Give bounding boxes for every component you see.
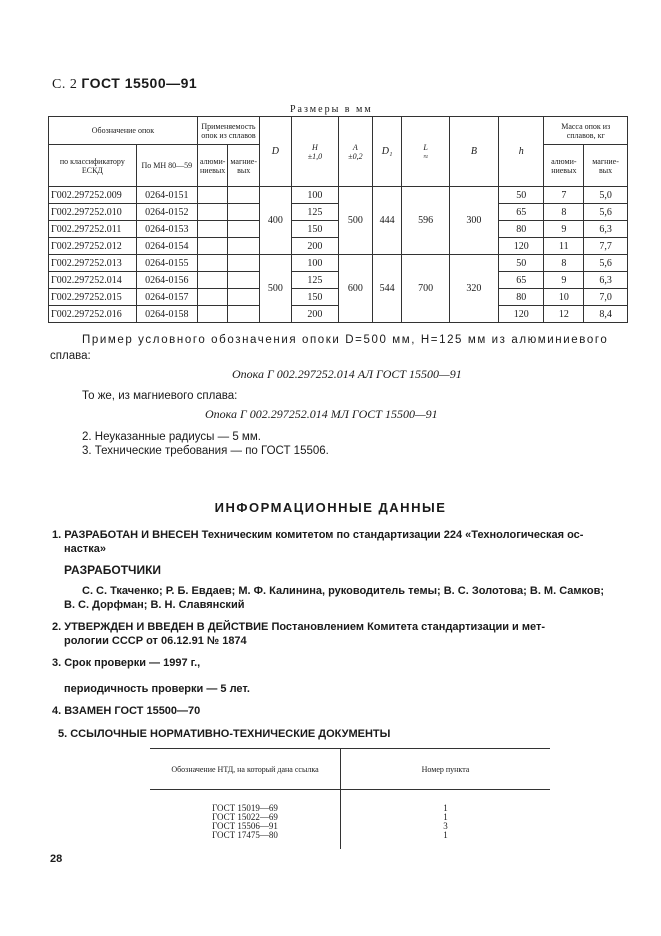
col-header-B: B [449,117,498,187]
info-section-2-line1: 2. УТВЕРЖДЕН И ВВЕДЕН В ДЕЙСТВИЕ Постановлением Комитета стандартизации и мет- [52,621,546,633]
cell-mass-mg: 8,4 [584,306,628,323]
cell-al [197,306,228,323]
cell-esk: Г002.297252.009 [49,187,137,204]
table-caption: Размеры в мм [290,104,373,115]
ref-cell-item: 1 [443,802,448,813]
ref-row [150,804,550,813]
developers-title: РАЗРАБОТЧИКИ [64,563,162,577]
ref-cell-doc: ГОСТ 15022—69 [150,813,341,822]
example-line-2: сплава: [50,350,91,362]
col-header-mn: По МН 80—59 [136,145,197,187]
table-row [49,221,628,238]
reference-table [150,748,550,849]
cell-L: 596 [402,187,449,255]
cell-mn: 0264-0156 [136,272,197,289]
cell-esk: Г002.297252.010 [49,204,137,221]
ref-cell-doc: ГОСТ 17475—80 [150,831,341,840]
info-section-3: 3. Срок проверки — 1997 г., [52,657,201,669]
col-header-mass-al: алюми-ниевых [544,145,584,187]
cell-mass-al: 12 [544,306,584,323]
cell-mg [228,187,260,204]
ref-row [150,831,550,840]
cell-H: 200 [291,306,338,323]
cell-mg [228,221,260,238]
ref-row [150,813,550,822]
cell-h: 80 [499,221,544,238]
col-header-mass: Масса опок из сплавов, кг [544,117,628,145]
col-header-L: L ≈ [402,117,449,187]
table-row [49,204,628,221]
col-header-esk: по классификатору ЕСКД [49,145,137,187]
cell-A: 500 [339,187,373,255]
info-section-2-line2: рологии СССР от 06.12.91 № 1874 [64,635,247,647]
table-row [49,255,628,272]
info-section-1-line2: настка» [64,543,107,555]
page-number-label: С. 2 [52,77,78,92]
cell-D1: 544 [372,255,402,323]
example-line-1: Пример условного обозначения опоки D=500 мм, H=125 мм из алюминиевого [82,334,609,346]
ref-spacer [341,840,551,849]
col-header-mg: магние-вых [228,145,260,187]
cell-mass-al: 8 [544,204,584,221]
ref-cell-item: 3 [443,820,448,831]
cell-H: 125 [291,272,338,289]
cell-mass-al: 11 [544,238,584,255]
cell-mass-al: 8 [544,255,584,272]
cell-mg [228,272,260,289]
table-row [49,238,628,255]
cell-al [197,289,228,306]
cell-H: 150 [291,289,338,306]
cell-mass-al: 9 [544,272,584,289]
page-number: 28 [50,853,63,865]
cell-mass-mg: 5,6 [584,204,628,221]
cell-al [197,187,228,204]
ref-cell-doc: ГОСТ 15019—69 [150,804,341,813]
cell-A: 600 [339,255,373,323]
cell-L: 700 [402,255,449,323]
cell-mass-mg: 7,0 [584,289,628,306]
col-header-H: H ±1,0 [291,117,338,187]
standard-code: ГОСТ 15500—91 [81,75,198,91]
cell-esk: Г002.297252.016 [49,306,137,323]
cell-mn: 0264-0155 [136,255,197,272]
cell-al [197,238,228,255]
ref-cell-doc: ГОСТ 15506—91 [150,822,341,831]
cell-D: 500 [260,255,292,323]
info-section-5: 5. ССЫЛОЧНЫЕ НОРМАТИВНО-ТЕХНИЧЕСКИЕ ДОКУМЕНТЫ [58,728,391,740]
example-code-mg: Опока Г 002.297252.014 МЛ ГОСТ 15500—91 [205,407,438,421]
col-header-mass-mg: магние-вых [584,145,628,187]
cell-h: 50 [499,187,544,204]
ref-row [150,822,550,831]
cell-H: 100 [291,255,338,272]
cell-mass-mg: 6,3 [584,272,628,289]
table-row [49,272,628,289]
cell-mass-mg: 5,0 [584,187,628,204]
cell-mg [228,306,260,323]
col-header-al: алюми-ниевых [197,145,228,187]
col-header-D: D [260,117,292,187]
ref-header-doc: Обозначение НТД, на который дана ссылка [150,749,341,790]
cell-al [197,272,228,289]
cell-h: 120 [499,238,544,255]
cell-mass-mg: 6,3 [584,221,628,238]
cell-mg [228,289,260,306]
cell-esk: Г002.297252.012 [49,238,137,255]
note-3: 3. Технические требования — по ГОСТ 15506. [82,445,329,457]
cell-esk: Г002.297252.013 [49,255,137,272]
cell-al [197,221,228,238]
cell-mass-al: 9 [544,221,584,238]
cell-h: 65 [499,204,544,221]
cell-mass-mg: 5,6 [584,255,628,272]
cell-esk: Г002.297252.014 [49,272,137,289]
cell-mn: 0264-0152 [136,204,197,221]
cell-mg [228,255,260,272]
cell-esk: Г002.297252.011 [49,221,137,238]
table-row [49,306,628,323]
cell-esk: Г002.297252.015 [49,289,137,306]
info-title: ИНФОРМАЦИОННЫЕ ДАННЫЕ [214,500,447,515]
ref-spacer [150,840,341,849]
developers-line2: В. С. Дорфман; В. Н. Славянский [64,599,245,611]
info-section-4: 4. ВЗАМЕН ГОСТ 15500—70 [52,705,201,717]
info-section-1-line1: 1. РАЗРАБОТАН И ВНЕСЕН Техническим комитетом по стандартизации 224 «Технологическая ос- [52,529,584,541]
example-code-al: Опока Г 002.297252.014 АЛ ГОСТ 15500—91 [232,367,462,381]
col-header-D1: D₁ [372,117,402,187]
cell-mn: 0264-0151 [136,187,197,204]
table-row [49,187,628,204]
note-2: 2. Неуказанные радиусы — 5 мм. [82,431,261,443]
cell-mn: 0264-0157 [136,289,197,306]
cell-B: 300 [449,187,498,255]
col-header-designation: Обозначение опок [49,117,198,145]
dimensions-table [48,116,628,323]
cell-mn: 0264-0154 [136,238,197,255]
cell-h: 120 [499,306,544,323]
cell-h: 50 [499,255,544,272]
cell-mn: 0264-0158 [136,306,197,323]
cell-mg [228,238,260,255]
info-section-3b: периодичность проверки — 5 лет. [64,683,250,695]
cell-H: 100 [291,187,338,204]
ref-spacer [341,790,551,804]
ref-header-item: Номер пункта [341,749,551,790]
col-header-alloy: Применяемость опок из сплавов [197,117,259,145]
cell-H: 150 [291,221,338,238]
cell-h: 80 [499,289,544,306]
developers-line1: С. С. Ткаченко; Р. Б. Евдаев; М. Ф. Калинина, руководитель темы; В. С. Золотова; В. М. Самков; [82,585,605,597]
cell-mn: 0264-0153 [136,221,197,238]
cell-H: 125 [291,204,338,221]
cell-B: 320 [449,255,498,323]
col-header-A: A ±0,2 [339,117,373,187]
page-header [52,75,197,93]
col-header-h: h [499,117,544,187]
cell-mass-al: 7 [544,187,584,204]
cell-al [197,255,228,272]
table-row [49,289,628,306]
ref-cell-item: 1 [443,829,448,840]
cell-H: 200 [291,238,338,255]
cell-D1: 444 [372,187,402,255]
cell-mg [228,204,260,221]
cell-mass-al: 10 [544,289,584,306]
cell-al [197,204,228,221]
example-same: То же, из магниевого сплава: [82,390,238,402]
cell-mass-mg: 7,7 [584,238,628,255]
ref-spacer [150,790,341,804]
ref-cell-item: 1 [443,811,448,822]
cell-D: 400 [260,187,292,255]
cell-h: 65 [499,272,544,289]
